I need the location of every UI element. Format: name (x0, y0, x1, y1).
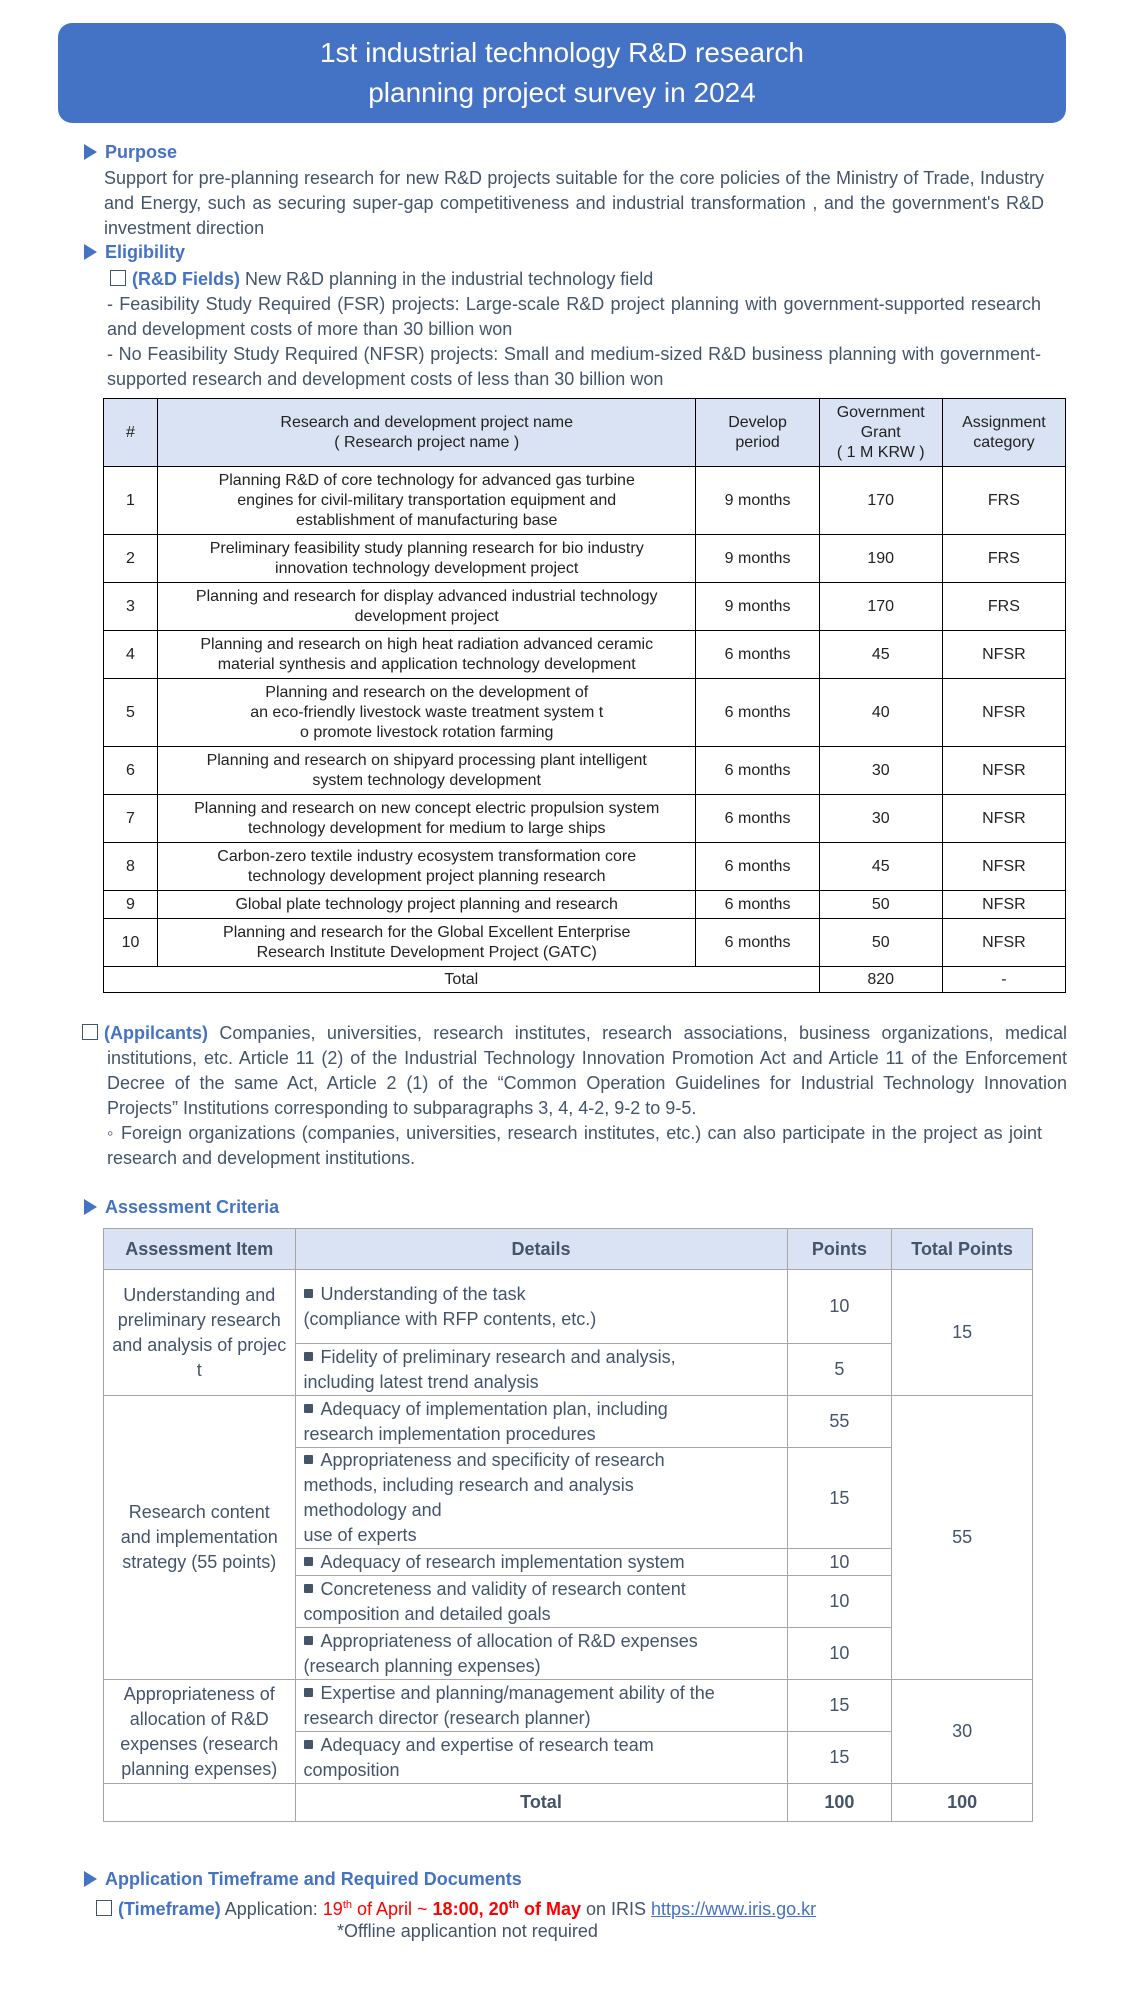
assessment-item: Research content and implementation strategy (55 points) (104, 1396, 296, 1680)
assessment-detail: Adequacy of implementation plan, including research implementation procedures (295, 1396, 787, 1448)
assessment-points: 55 (787, 1396, 892, 1448)
assessment-table-header (104, 1229, 1033, 1270)
foreign-note: ◦ Foreign organizations (companies, universities, research institutes, etc.) can also participate in the project as joint research and development institutions. (107, 1123, 1042, 1168)
project-name: Planning and research for the Global Excellent Enterprise Research Institute Development Project (GATC) (157, 919, 696, 967)
assessment-total-points: 15 (892, 1270, 1033, 1396)
project-name: Planning R&D of core technology for advanced gas turbine engines for civil-military transportation equipment and establishment of manufacturing base (157, 467, 696, 535)
project-num: 3 (104, 583, 158, 631)
square-bullet-icon (304, 1636, 313, 1645)
offline-note: *Offline applicantion not required (337, 1921, 598, 1941)
col-item-header: Assessment Item (104, 1229, 296, 1270)
project-period: 9 months (696, 583, 819, 631)
assessment-points: 5 (787, 1344, 892, 1396)
timeframe-line: (Timeframe) Application: 19th of April ~ 18:00, 20th of May on IRIS https://www.iris.go.kr (96, 1893, 1056, 1922)
project-num: 8 (104, 843, 158, 891)
assessment-detail: Appropriateness and specificity of research methods, including research and analysis methodology and use of experts (295, 1448, 787, 1549)
start-date: 19th of April ~ (322, 1899, 433, 1919)
project-grant: 45 (819, 631, 942, 679)
timeframe-label: (Timeframe) (118, 1899, 221, 1919)
rd-fields-text: New R&D planning in the industrial technology field (240, 269, 654, 289)
fsr-text: - Feasibility Study Required (FSR) projects: Large-scale R&D project planning with government-supported research and development costs of more than 30 billion won (107, 294, 1041, 339)
purpose-text: Support for pre-planning research for new R&D projects suitable for the core policies of the Ministry of Trade, Industry and Energy, such as securing super-gap competitiveness and industrial transformation , and the government's R&D investment direction (104, 168, 1044, 238)
assessment-points: 10 (787, 1270, 892, 1344)
project-period: 6 months (696, 679, 819, 747)
assessment-row (104, 1396, 1033, 1448)
rd-fields-label: (R&D Fields) (132, 269, 240, 289)
checkbox-icon (96, 1900, 112, 1916)
project-category: NFSR (942, 631, 1065, 679)
assessment-total-label: Total (295, 1784, 787, 1822)
project-grant: 170 (819, 583, 942, 631)
col-name-header: Research and development project name ( Research project name ) (157, 399, 696, 467)
assessment-row (104, 1680, 1033, 1732)
end-date: 18:00, 20th of May (432, 1899, 582, 1919)
purpose-heading: Purpose (84, 142, 177, 163)
assessment-points: 10 (787, 1576, 892, 1628)
project-row (104, 843, 1066, 891)
assessment-detail: Appropriateness of allocation of R&D expenses (research planning expenses) (295, 1628, 787, 1680)
eligibility-heading: Eligibility (84, 242, 185, 263)
assessment-table (103, 1228, 1033, 1822)
nfsr-text: - No Feasibility Study Required (NFSR) projects: Small and medium-sized R&D business planning with government-supported research and development costs of less than 30 billion won (107, 344, 1041, 389)
project-grant: 50 (819, 919, 942, 967)
project-row (104, 631, 1066, 679)
project-category: NFSR (942, 747, 1065, 795)
project-name: Global plate technology project planning and research (157, 891, 696, 919)
square-bullet-icon (304, 1740, 313, 1749)
project-row (104, 467, 1066, 535)
project-category: FRS (942, 467, 1065, 535)
total-category: - (942, 967, 1065, 993)
assessment-detail: Adequacy and expertise of research team composition (295, 1732, 787, 1784)
col-total-header: Total Points (892, 1229, 1033, 1270)
triangle-bullet-icon (84, 144, 97, 160)
square-bullet-icon (304, 1289, 313, 1298)
assessment-detail: Adequacy of research implementation system (295, 1549, 787, 1576)
project-name: Planning and research on shipyard processing plant intelligent system technology development (157, 747, 696, 795)
col-grant-header: Government Grant ( 1 M KRW ) (819, 399, 942, 467)
project-name: Planning and research for display advanced industrial technology development project (157, 583, 696, 631)
project-grant: 30 (819, 795, 942, 843)
assessment-total-total: 100 (892, 1784, 1033, 1822)
assessment-total-points: 55 (892, 1396, 1033, 1680)
project-grant: 40 (819, 679, 942, 747)
assessment-detail: Expertise and planning/management ability of the research director (research planner) (295, 1680, 787, 1732)
assessment-heading: Assessment Criteria (84, 1197, 279, 1218)
assessment-detail: Understanding of the task (compliance with RFP contents, etc.) (295, 1270, 787, 1344)
project-grant: 45 (819, 843, 942, 891)
title-line-2: planning project survey in 2024 (368, 77, 756, 108)
assessment-points: 10 (787, 1549, 892, 1576)
project-category: FRS (942, 583, 1065, 631)
project-num: 9 (104, 891, 158, 919)
square-bullet-icon (304, 1688, 313, 1697)
total-label: Total (104, 967, 820, 993)
project-num: 10 (104, 919, 158, 967)
col-details-header: Details (295, 1229, 787, 1270)
square-bullet-icon (304, 1404, 313, 1413)
project-num: 4 (104, 631, 158, 679)
project-num: 6 (104, 747, 158, 795)
assessment-row (104, 1270, 1033, 1344)
assessment-detail: Concreteness and validity of research content composition and detailed goals (295, 1576, 787, 1628)
project-num: 1 (104, 467, 158, 535)
title-banner (58, 23, 1066, 123)
project-grant: 190 (819, 535, 942, 583)
project-num: 5 (104, 679, 158, 747)
project-name: Planning and research on the development of an eco-friendly livestock waste treatment system t o promote livestock rotation farming (157, 679, 696, 747)
project-period: 9 months (696, 535, 819, 583)
project-category: NFSR (942, 843, 1065, 891)
project-category: NFSR (942, 891, 1065, 919)
assessment-detail: Fidelity of preliminary research and analysis, including latest trend analysis (295, 1344, 787, 1396)
project-grant: 170 (819, 467, 942, 535)
square-bullet-icon (304, 1455, 313, 1464)
col-category-header: Assignment category (942, 399, 1065, 467)
rd-fields-line (110, 267, 1050, 292)
col-points-header: Points (787, 1229, 892, 1270)
project-category: NFSR (942, 679, 1065, 747)
project-row (104, 919, 1066, 967)
col-period-header: Develop period (696, 399, 819, 467)
assessment-item: Understanding and preliminary research and analysis of projec t (104, 1270, 296, 1396)
col-num-header: # (104, 399, 158, 467)
triangle-bullet-icon (84, 1199, 97, 1215)
project-period: 6 months (696, 891, 819, 919)
projects-total-row (104, 967, 1066, 993)
iris-link[interactable]: https://www.iris.go.kr (651, 1899, 817, 1919)
project-row (104, 535, 1066, 583)
triangle-bullet-icon (84, 1871, 97, 1887)
checkbox-icon (110, 270, 126, 286)
project-period: 6 months (696, 747, 819, 795)
applicants-text: (Appilcants) Companies, universities, research institutes, research associations, business organizations, medical institutions, etc. Article 11 (2) of the Industrial Technology Innovation Promotion Act and Article 11 of the Enforcement Decree of the same Act, Article 2 (1) of the “Common Operation Guidelines for Industrial Technology Innovation Projects” Institutions corresponding to subparagraphs 3, 4, 4-2, 9-2 to 9-5. (82, 1021, 1067, 1121)
empty-cell (104, 1784, 296, 1822)
square-bullet-icon (304, 1352, 313, 1361)
project-name: Carbon-zero textile industry ecosystem transformation core technology development project planning research (157, 843, 696, 891)
project-period: 9 months (696, 467, 819, 535)
assessment-item: Appropriateness of allocation of R&D expenses (research planning expenses) (104, 1680, 296, 1784)
assessment-total-points: 30 (892, 1680, 1033, 1784)
projects-table-header (104, 399, 1066, 467)
total-grant: 820 (819, 967, 942, 993)
assessment-total-points-sum: 100 (787, 1784, 892, 1822)
project-grant: 30 (819, 747, 942, 795)
project-row (104, 679, 1066, 747)
project-grant: 50 (819, 891, 942, 919)
project-row (104, 795, 1066, 843)
assessment-points: 15 (787, 1448, 892, 1549)
square-bullet-icon (304, 1584, 313, 1593)
project-category: NFSR (942, 795, 1065, 843)
title-line-1: 1st industrial technology R&D research (319, 37, 804, 68)
project-name: Planning and research on high heat radiation advanced ceramic material synthesis and application technology development (157, 631, 696, 679)
project-period: 6 months (696, 843, 819, 891)
project-period: 6 months (696, 795, 819, 843)
project-num: 7 (104, 795, 158, 843)
applicants-label: (Appilcants) (104, 1023, 209, 1043)
assessment-points: 15 (787, 1680, 892, 1732)
project-name: Planning and research on new concept electric propulsion system technology development for medium to large ships (157, 795, 696, 843)
projects-table (103, 398, 1066, 993)
project-category: NFSR (942, 919, 1065, 967)
project-period: 6 months (696, 919, 819, 967)
assessment-points: 10 (787, 1628, 892, 1680)
project-category: FRS (942, 535, 1065, 583)
project-period: 6 months (696, 631, 819, 679)
project-row (104, 747, 1066, 795)
triangle-bullet-icon (84, 244, 97, 260)
assessment-total-row (104, 1784, 1033, 1822)
project-num: 2 (104, 535, 158, 583)
project-row (104, 583, 1066, 631)
application-heading: Application Timeframe and Required Documents (84, 1869, 522, 1890)
project-name: Preliminary feasibility study planning research for bio industry innovation technology development project (157, 535, 696, 583)
project-row (104, 891, 1066, 919)
checkbox-icon (82, 1024, 98, 1040)
square-bullet-icon (304, 1557, 313, 1566)
assessment-points: 15 (787, 1732, 892, 1784)
